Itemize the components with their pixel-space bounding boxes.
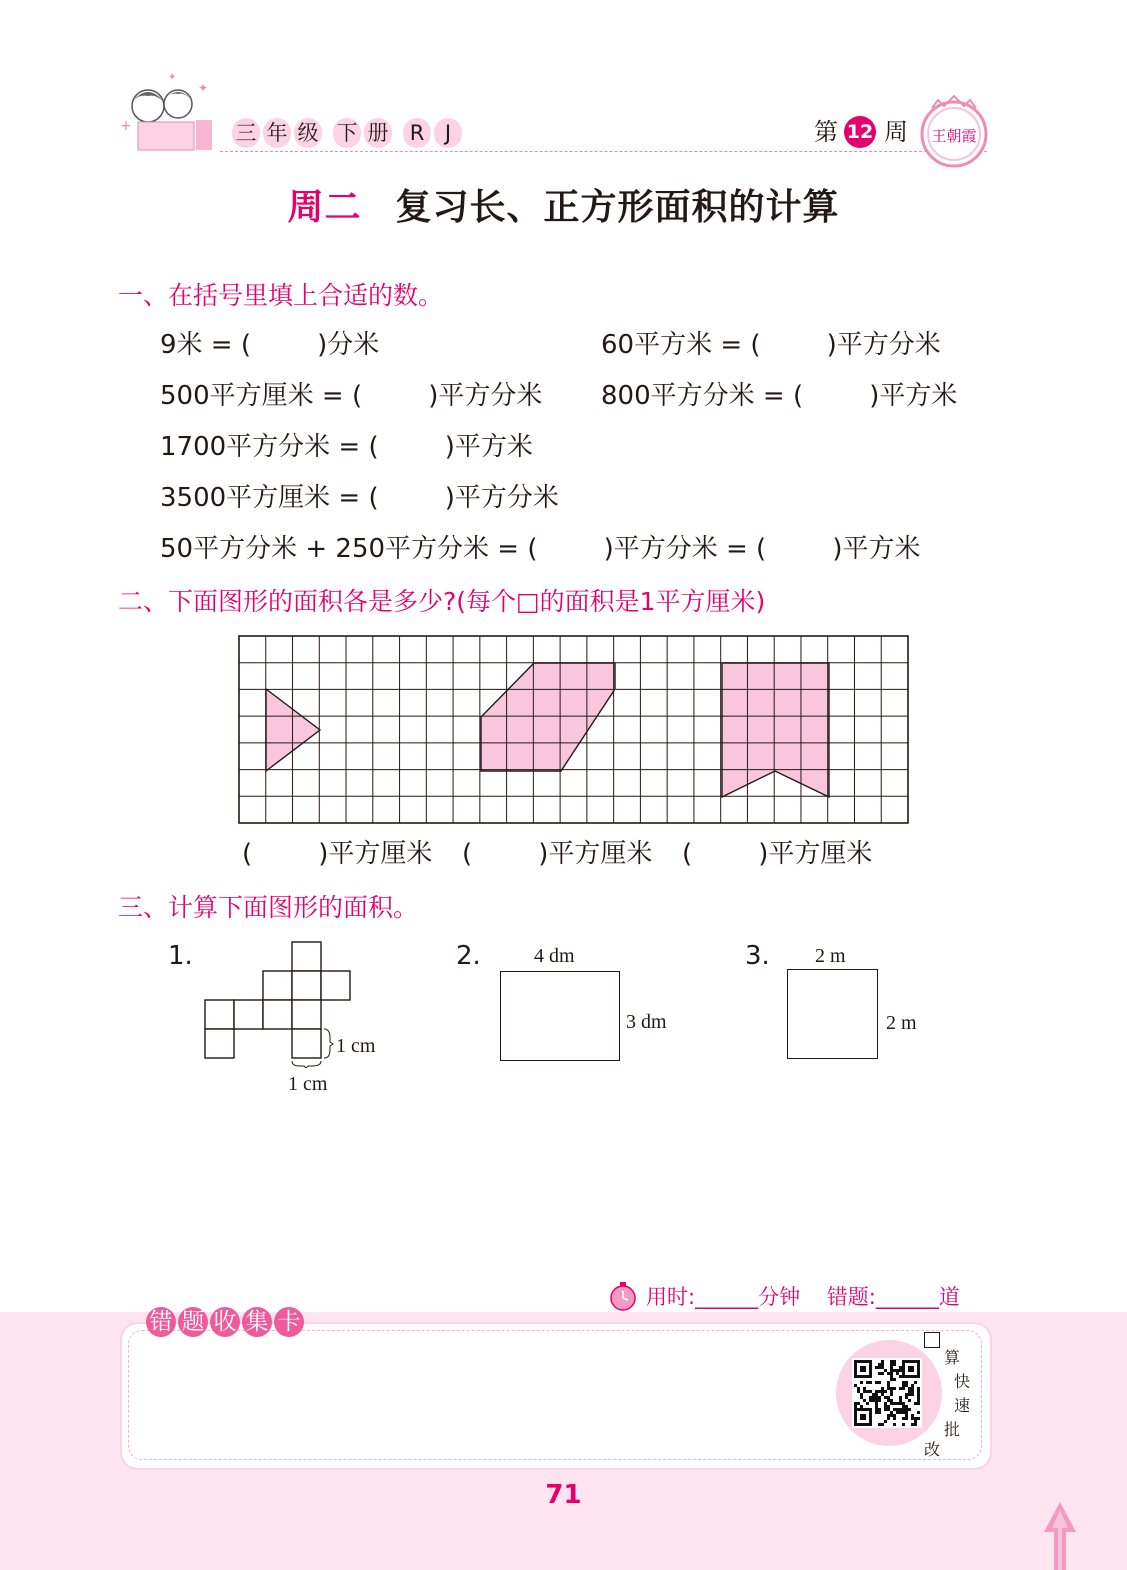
week-prefix: 第 (814, 118, 838, 146)
grade-chip: J (434, 118, 462, 148)
title-topic: 复习长、正方形面积的计算 (395, 187, 840, 228)
problem-3-width: 2 m (815, 945, 846, 967)
up-arrow-icon (1040, 1500, 1080, 1570)
page-number: 71 (545, 1480, 582, 1510)
fill-item-5: 1700平方分米 = ( )平方米 (160, 432, 533, 462)
qr-side-char-1: 算 (944, 1348, 961, 1367)
qr-side-char-3: 速 (954, 1396, 971, 1415)
author-seal-logo (916, 94, 992, 170)
header-divider (220, 151, 987, 152)
card-title-char: 收 (210, 1307, 240, 1337)
grade-chip: 下 (333, 118, 361, 148)
problem-2-height: 3 dm (626, 1011, 667, 1033)
card-title-char: 卡 (274, 1307, 304, 1337)
svg-text:✦: ✦ (198, 81, 209, 95)
problem-2-number: 2. (456, 941, 481, 971)
problem-2-width: 4 dm (534, 945, 575, 967)
shape-answer-3: ( )平方厘米 (682, 839, 873, 869)
svg-text:✦: ✦ (168, 72, 177, 83)
svg-text:+: + (120, 118, 132, 134)
fill-item-3: 500平方厘米 = ( )平方分米 (160, 381, 543, 411)
checkbox-icon[interactable] (924, 1332, 940, 1348)
problem-1-dim-bottom: 1 cm (288, 1073, 328, 1095)
grade-chip: R (403, 118, 431, 148)
rectangle-figure (500, 971, 620, 1061)
square-figure (787, 969, 878, 1059)
page-title (0, 182, 1127, 234)
grade-chip: 三 (232, 118, 260, 148)
problem-1-number: 1. (168, 941, 193, 971)
qr-side-char-5: 改 (924, 1440, 941, 1459)
area-grid-figure (236, 633, 912, 827)
card-title-char: 错 (146, 1307, 176, 1337)
section1-heading: 一、在括号里填上合适的数。 (118, 281, 444, 310)
fill-item-1: 9米 = ( )分米 (160, 330, 380, 360)
fill-item-4: 800平方分米 = ( )平方米 (601, 381, 958, 411)
svg-text:王朝霞: 王朝霞 (931, 127, 977, 145)
fill-item-7: 50平方分米 + 250平方分米 = ( )平方分米 = ( )平方米 (160, 534, 921, 564)
section3-heading: 三、计算下面图形的面积。 (118, 893, 419, 922)
qr-code-icon[interactable] (852, 1358, 922, 1428)
fill-item-6: 3500平方厘米 = ( )平方分米 (160, 483, 559, 513)
qr-side-char-2: 快 (954, 1372, 971, 1391)
kids-illustration (118, 72, 218, 160)
card-title-char: 集 (242, 1307, 272, 1337)
qr-side-char-4: 批 (944, 1420, 961, 1439)
error-card-title (146, 1305, 306, 1339)
grade-chip: 册 (364, 118, 392, 148)
banner-shape (722, 663, 829, 797)
time-and-errors-record: 用时:______分钟 错题:______道 (646, 1285, 960, 1309)
problem-3-side: 2 m (886, 1012, 917, 1034)
shape-answer-1: ( )平方厘米 (242, 839, 433, 869)
week-suffix: 周 (884, 118, 908, 146)
section2-heading: 二、下面图形的面积各是多少?(每个□的面积是1平方厘米) (118, 587, 766, 616)
problem-3-number: 3. (745, 941, 770, 971)
stopwatch-icon (608, 1280, 638, 1312)
title-day: 周二 (287, 187, 362, 228)
problem-1-dim-side: 1 cm (336, 1035, 376, 1057)
grade-chip: 级 (294, 118, 322, 148)
fill-item-2: 60平方米 = ( )平方分米 (601, 330, 941, 360)
grade-chip: 年 (263, 118, 291, 148)
week-number-badge: 12 (844, 116, 876, 148)
shape-answer-2: ( )平方厘米 (462, 839, 653, 869)
card-title-char: 题 (178, 1307, 208, 1337)
hexagon-shape (481, 663, 615, 771)
